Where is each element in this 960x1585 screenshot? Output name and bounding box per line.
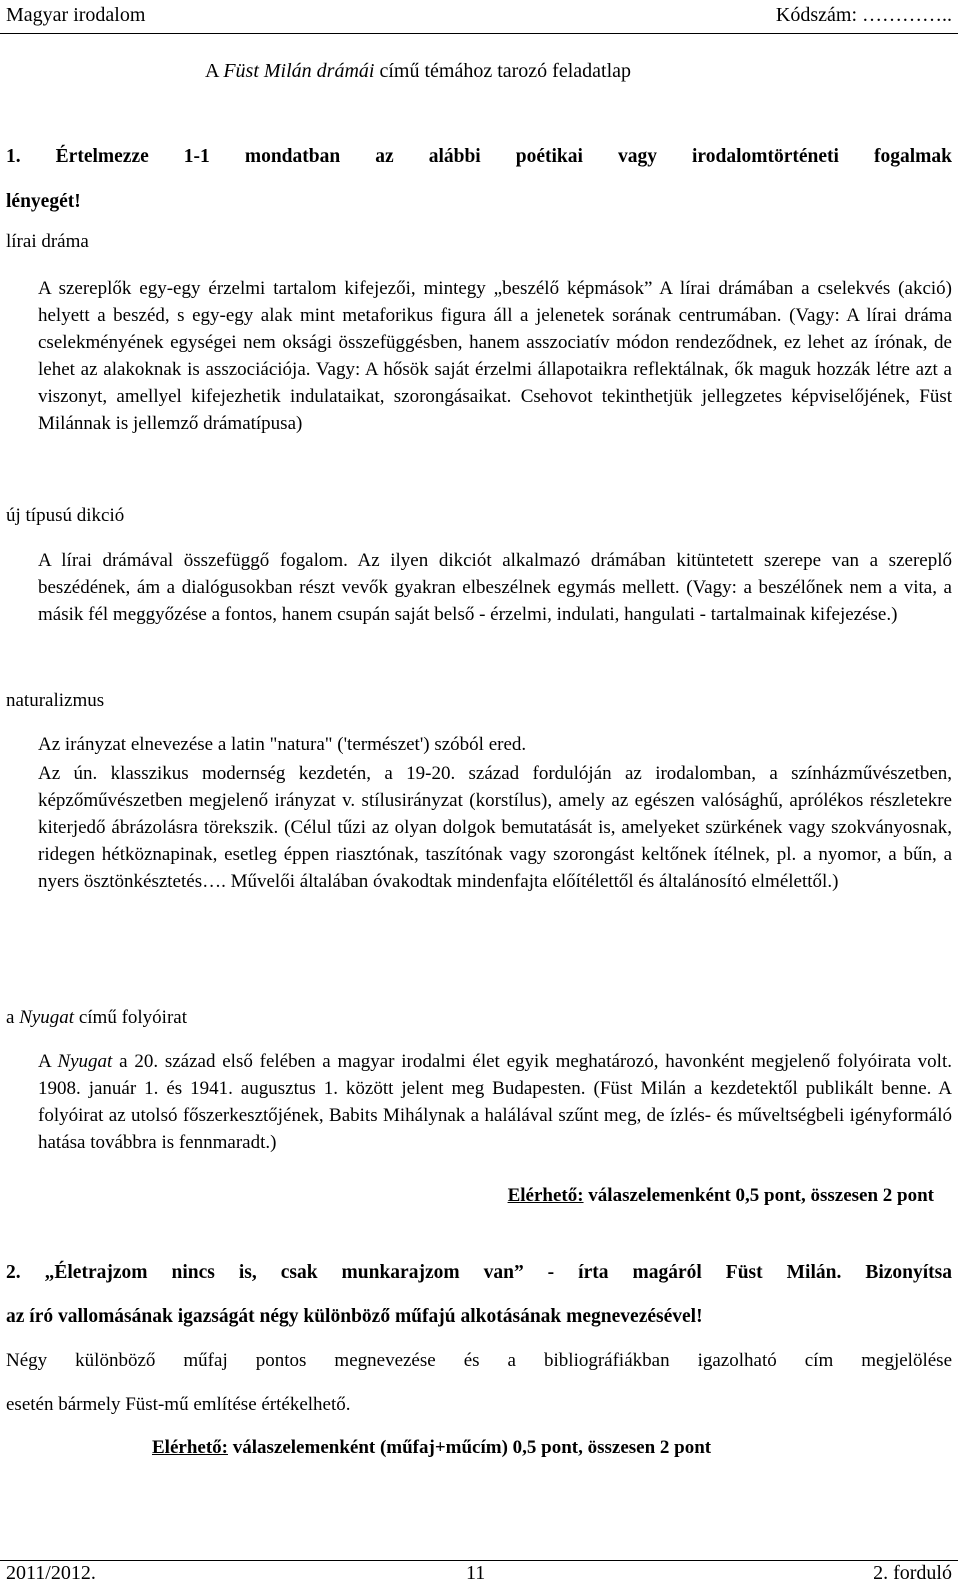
term-new-diction: új típusú dikció xyxy=(6,505,125,526)
task2-score-text: válaszelemenként (műfaj+műcím) 0,5 pont, összesen 2 pont xyxy=(227,1437,712,1458)
term-naturalism-line1: Az irányzat elnevezése a latin "natura" ('természet') szóból ered. xyxy=(38,734,527,755)
page-title xyxy=(205,60,631,83)
task2-score xyxy=(152,1437,711,1459)
term-new-diction-definition: A lírai drámával összefüggő fogalom. Az ilyen dikciót alkalmazó drámában kitüntetett szerepe van a szereplő beszédének, ám a dialógusokban részt vevők gyakran elbeszélnek egymás mellett. (Vagy: a beszélőnek nem a vita, a másik fél meggyőzése a fontos, hanem csupán saját belső - érzelmi, indulati, hangulati - tartalmainak kifejezése.) xyxy=(38,550,952,625)
title-post: című témához tarozó feladatlap xyxy=(374,60,632,82)
task1-question-line1: 1. Értelmezze 1-1 mondatban az alábbi poétikai vagy irodalomtörténeti fogalmak xyxy=(6,146,952,167)
task1-score-text: válaszelemenként 0,5 pont, összesen 2 pont xyxy=(583,1185,934,1206)
term-nyugat-definition xyxy=(38,1048,952,1156)
term-lyric-drama: lírai dráma xyxy=(6,231,89,252)
page-number: 11 xyxy=(466,1562,486,1584)
term-nyugat-italic: Nyugat xyxy=(19,1007,75,1028)
header-code: Kódszám: ………….. xyxy=(775,4,952,26)
task2-question-line2: az író vallomásának igazságát négy különböző műfajú alkotásának megnevezésével! xyxy=(6,1306,703,1327)
term-naturalism-definition: Az ún. klasszikus modernség kezdetén, a 19-20. század fordulóján az irodalomban, a színházművészetben, képzőművészetben megjelenő irányzat v. stílusirányzat (korstílus), amely az egészen valósághű, aprólékos részletekre kiterjedő ábrázolásra törekszik. (Célul tűzi az olyan dolgok bemutatását is, amelyeket szürkének vagy szokványosnak, ridegen hétköznapinak, esetleg éppen riasztónak, taszítónak vagy szorongást keltőnek ítélnek, pl. a nyomor, a bűn, a nyers ösztönkésztetés…. Művelői általában óvakodtak mindenfajta előítélettől és általánosító elmélettől.) xyxy=(38,763,952,892)
task2-answer-line1: Négy különböző műfaj pontos megnevezése és a bibliográfiákban igazolható cím megjelölése xyxy=(6,1350,952,1371)
task2-question-line1: 2. „Életrajzom nincs is, csak munkarajzom van” - írta magáról Füst Milán. Bizonyítsa xyxy=(6,1262,952,1283)
title-italic: Füst Milán drámái xyxy=(223,60,375,82)
nyugat-def-italic: Nyugat xyxy=(57,1051,113,1072)
footer-round: 2. forduló xyxy=(873,1562,952,1584)
nyugat-def-text: a 20. század első felében a magyar irodalmi élet egyik meghatározó, havonként megjelenő folyóirata volt. 1908. január 1. és 1941. augusztus 1. között jelent meg Budapesten. (Füst Milán a kezdetektől publikált benne. A folyóirat az utolsó főszerkesztőjének, Babits Mihálynak a halálával szűnt meg, de ízlés- és műveltségbeli igényformáló hatása továbbra is fennmaradt.) xyxy=(38,1051,952,1153)
footer-year: 2011/2012. xyxy=(6,1562,96,1584)
term-nyugat xyxy=(6,1007,187,1029)
nyugat-def-pre: A xyxy=(38,1051,58,1072)
task1-question-line2: lényegét! xyxy=(6,191,81,212)
header-divider xyxy=(0,33,958,34)
footer-divider xyxy=(0,1560,958,1561)
term-nyugat-pre: a xyxy=(6,1007,20,1028)
task2-score-label: Elérhető: xyxy=(152,1437,228,1458)
term-lyric-drama-definition: A szereplők egy-egy érzelmi tartalom kifejezői, mintegy „beszélő képmások” A lírai drámában a cselekvés (akció) helyett a beszéd, s egy-egy alak mint metaforikus figura áll a jelenetek sorának centrumában. (Vagy: A lírai dráma cselekményének egységei nem oksági összefüggésben, hanem asszociatív módon rendeződnek, ez lehet az írónak, de lehet az alakoknak is asszociációja. Vagy: A hősök saját érzelmi állapotaikra reflektálnak, ők maguk hozzák létre azt a viszonyt, amellyel kifejezhetik indulataikat, szorongásaikat. Csehovot tekinthetjük jellegzetes képviselőjének, Füst Milánnak is jellemző drámatípusa) xyxy=(38,278,952,434)
header-subject: Magyar irodalom xyxy=(6,4,146,26)
task2-answer-line2: esetén bármely Füst-mű említése értékelhető. xyxy=(6,1394,351,1415)
term-nyugat-post: című folyóirat xyxy=(74,1007,187,1028)
task1-score-label: Elérhető: xyxy=(507,1185,584,1206)
task1-score xyxy=(508,1185,934,1207)
term-naturalism: naturalizmus xyxy=(6,690,105,711)
title-pre: A xyxy=(205,60,224,82)
